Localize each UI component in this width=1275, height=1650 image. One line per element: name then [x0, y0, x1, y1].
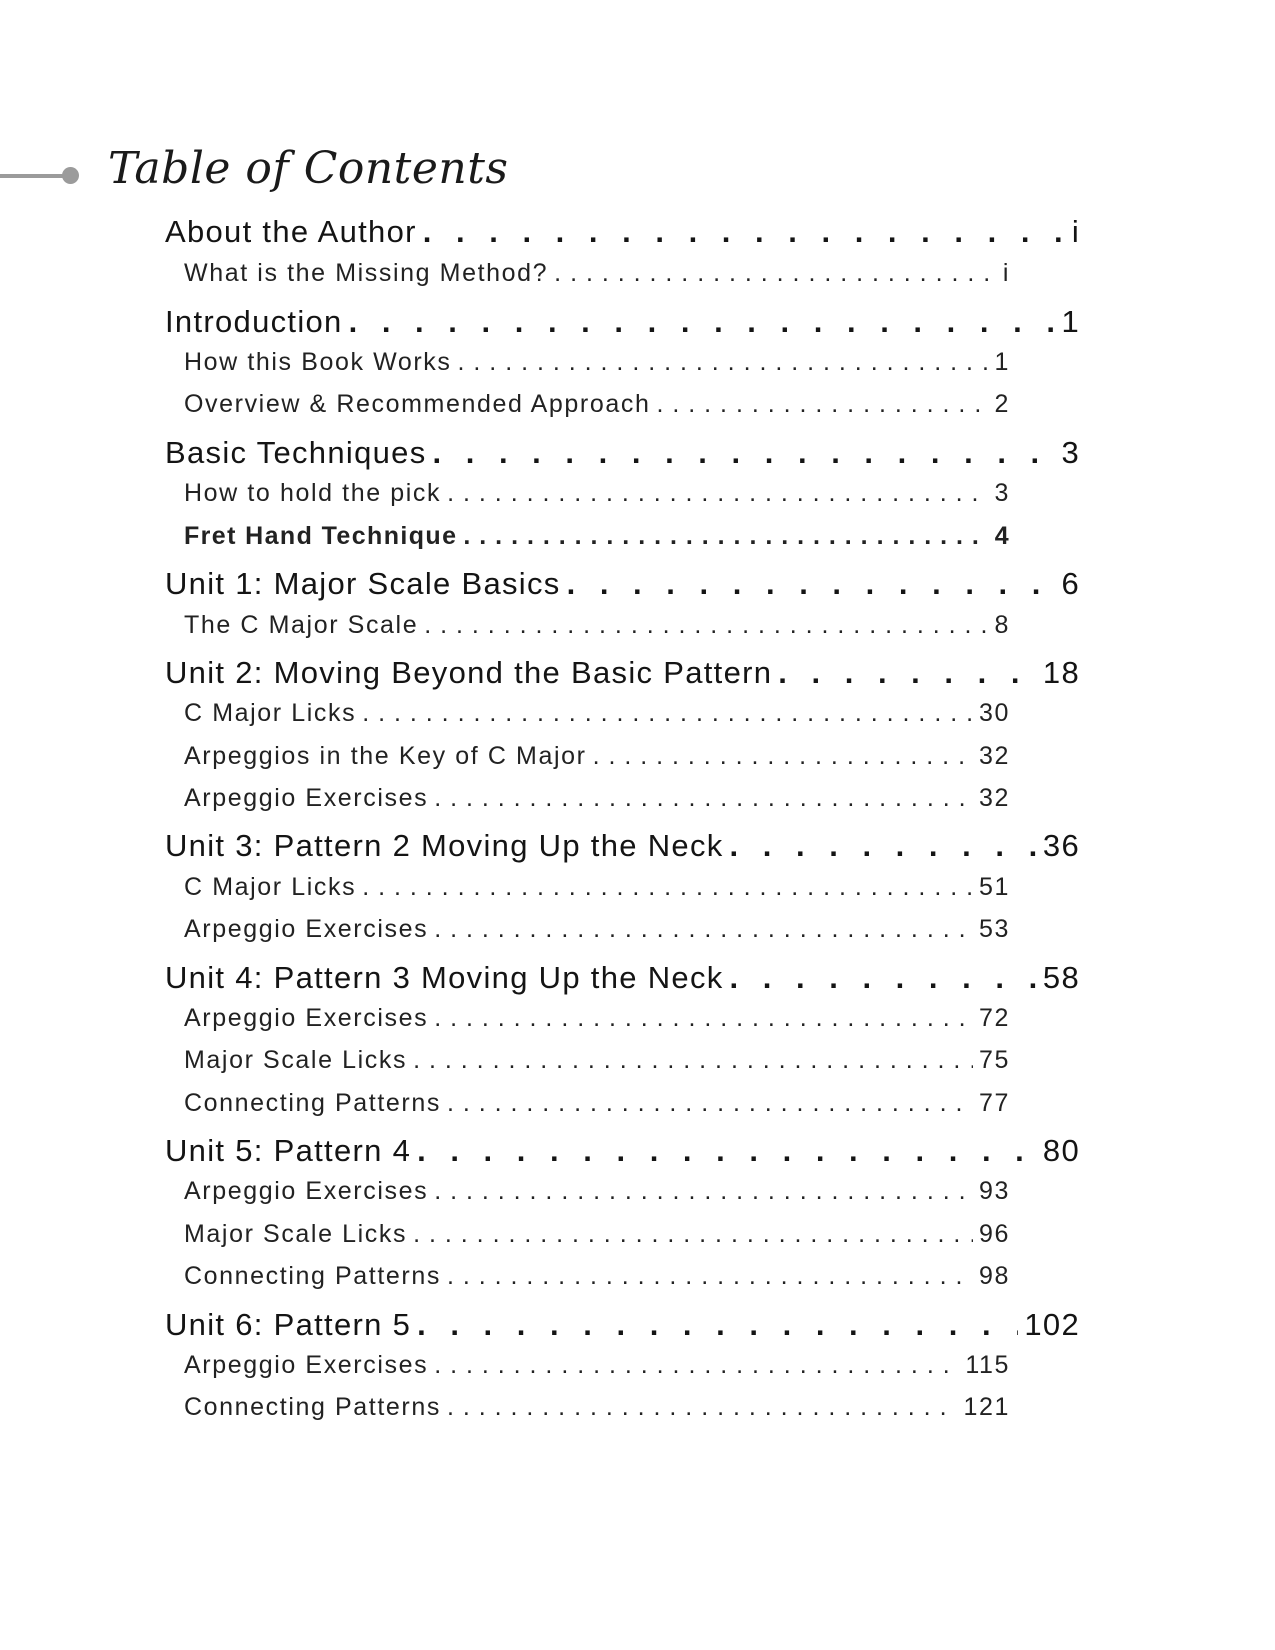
toc-entry-label: Arpeggio Exercises — [184, 1177, 429, 1205]
toc-subentry[interactable] — [184, 1262, 1010, 1291]
toc-entry-label: How to hold the pick — [184, 479, 442, 507]
toc-page-number: 6 — [1061, 566, 1080, 601]
toc-subentry[interactable] — [184, 1220, 1010, 1249]
dot-leader — [417, 1307, 1018, 1343]
toc-page-number: 51 — [978, 873, 1010, 901]
toc-page-number: 98 — [978, 1262, 1010, 1290]
toc-page-number: 58 — [1042, 960, 1080, 995]
dot-leader — [413, 1220, 973, 1249]
toc-page-number: 96 — [978, 1220, 1010, 1248]
dot-leader — [434, 1004, 973, 1033]
dot-leader — [424, 611, 988, 640]
toc-page-number: 32 — [978, 784, 1010, 812]
toc-entry-label: Connecting Patterns — [184, 1089, 441, 1117]
dot-leader — [554, 259, 997, 288]
toc-page-number: 32 — [978, 742, 1010, 770]
toc-page-number: 115 — [965, 1351, 1010, 1379]
title-rule-dot — [62, 167, 79, 184]
toc-page-number: 1 — [1061, 304, 1080, 339]
toc-entry-label: C Major Licks — [184, 873, 357, 901]
toc-entry-label: About the Author — [165, 214, 417, 249]
toc-page-number: 93 — [978, 1177, 1010, 1205]
toc-page-number: 18 — [1042, 655, 1080, 690]
toc-unit-entry[interactable] — [165, 655, 1080, 691]
page-title: Table of Contents — [108, 143, 509, 194]
dot-leader — [423, 214, 1066, 250]
toc-entry-label: Fret Hand Technique — [184, 522, 458, 550]
toc-entry-label: Unit 6: Pattern 5 — [165, 1307, 412, 1342]
toc-unit-entry[interactable] — [165, 1133, 1080, 1169]
dot-leader — [413, 1046, 973, 1075]
dot-leader — [417, 1133, 1037, 1169]
toc-page-number: 1 — [994, 348, 1010, 376]
dot-leader — [362, 699, 973, 728]
toc-unit-entry[interactable] — [165, 214, 1080, 250]
toc-page-number: 72 — [978, 1004, 1010, 1032]
toc-unit-entry[interactable] — [165, 566, 1080, 602]
toc-subentry[interactable] — [184, 259, 1010, 288]
toc-subentry[interactable] — [184, 699, 1010, 728]
toc-entry-label: Unit 4: Pattern 3 Moving Up the Neck — [165, 960, 724, 995]
dot-leader — [434, 915, 973, 944]
dot-leader — [463, 522, 988, 551]
toc-entry-label: Unit 2: Moving Beyond the Basic Pattern — [165, 655, 773, 690]
dot-leader — [730, 960, 1037, 996]
toc-subentry[interactable] — [184, 784, 1010, 813]
toc-page-number: 3 — [1061, 435, 1080, 470]
toc-entry-label: What is the Missing Method? — [184, 259, 549, 287]
toc-page-number: i — [1071, 214, 1080, 249]
toc-subentry[interactable] — [184, 1004, 1010, 1033]
toc-page-number: 53 — [978, 915, 1010, 943]
toc-subentry[interactable] — [184, 1393, 1010, 1422]
toc-subentry[interactable] — [184, 742, 1010, 771]
toc-entry-label: Major Scale Licks — [184, 1220, 408, 1248]
toc-entry-label: The C Major Scale — [184, 611, 419, 639]
toc-entry-label: Unit 1: Major Scale Basics — [165, 566, 561, 601]
toc-subentry[interactable] — [184, 479, 1010, 508]
dot-leader — [458, 348, 989, 377]
toc-entry-label: Arpeggio Exercises — [184, 1004, 429, 1032]
dot-leader — [593, 742, 973, 771]
dot-leader — [730, 828, 1037, 864]
toc-subentry[interactable] — [184, 1177, 1010, 1206]
toc-subentry[interactable] — [184, 873, 1010, 902]
toc-page-number: 3 — [994, 479, 1010, 507]
dot-leader — [447, 1393, 958, 1422]
toc-subentry[interactable] — [184, 522, 1010, 551]
toc-entry-label: Arpeggio Exercises — [184, 1351, 429, 1379]
toc-subentry[interactable] — [184, 915, 1010, 944]
toc-entry-label: Unit 5: Pattern 4 — [165, 1133, 412, 1168]
toc-subentry[interactable] — [184, 348, 1010, 377]
toc-page-number: 102 — [1024, 1307, 1080, 1342]
dot-leader — [434, 1177, 973, 1206]
toc-entry-label: Connecting Patterns — [184, 1393, 441, 1421]
toc-entry-label: Connecting Patterns — [184, 1262, 441, 1290]
toc-page-number: 2 — [994, 390, 1010, 418]
toc-page-number: 77 — [978, 1089, 1010, 1117]
toc-page-number: 8 — [994, 611, 1010, 639]
toc-subentry[interactable] — [184, 1351, 1010, 1380]
dot-leader — [778, 655, 1037, 691]
toc-entry-label: Unit 3: Pattern 2 Moving Up the Neck — [165, 828, 724, 863]
toc-entry-label: Major Scale Licks — [184, 1046, 408, 1074]
toc-subentry[interactable] — [184, 1089, 1010, 1118]
toc-page-number: 80 — [1042, 1133, 1080, 1168]
dot-leader — [447, 479, 988, 508]
toc-unit-entry[interactable] — [165, 960, 1080, 996]
toc-entry-label: Overview & Recommended Approach — [184, 390, 651, 418]
dot-leader — [433, 435, 1056, 471]
toc-page-number: 4 — [994, 522, 1010, 550]
title-header — [0, 145, 700, 205]
toc-page-number: 121 — [963, 1393, 1010, 1421]
title-rule-line — [0, 174, 68, 178]
dot-leader — [362, 873, 973, 902]
toc-subentry[interactable] — [184, 390, 1010, 419]
toc-unit-entry[interactable] — [165, 828, 1080, 864]
toc-entry-label: Arpeggio Exercises — [184, 915, 429, 943]
toc-subentry[interactable] — [184, 1046, 1010, 1075]
toc-page-number: 75 — [978, 1046, 1010, 1074]
dot-leader — [567, 566, 1056, 602]
toc-unit-entry[interactable] — [165, 435, 1080, 471]
dot-leader — [349, 304, 1056, 340]
toc-entry-label: Introduction — [165, 304, 343, 339]
toc-unit-entry[interactable] — [165, 1307, 1080, 1343]
dot-leader — [447, 1262, 973, 1291]
toc-entry-label: Arpeggios in the Key of C Major — [184, 742, 587, 770]
toc-entry-label: Arpeggio Exercises — [184, 784, 429, 812]
dot-leader — [656, 390, 988, 419]
toc-page-number: 30 — [978, 699, 1010, 727]
toc-entry-label: C Major Licks — [184, 699, 357, 727]
toc-entry-label: Basic Techniques — [165, 435, 427, 470]
toc-unit-entry[interactable] — [165, 304, 1080, 340]
dot-leader — [434, 1351, 959, 1380]
toc-entry-label: How this Book Works — [184, 348, 452, 376]
dot-leader — [434, 784, 973, 813]
toc-subentry[interactable] — [184, 611, 1010, 640]
toc-page-number: i — [1002, 259, 1010, 287]
toc-page-number: 36 — [1042, 828, 1080, 863]
dot-leader — [447, 1089, 973, 1118]
